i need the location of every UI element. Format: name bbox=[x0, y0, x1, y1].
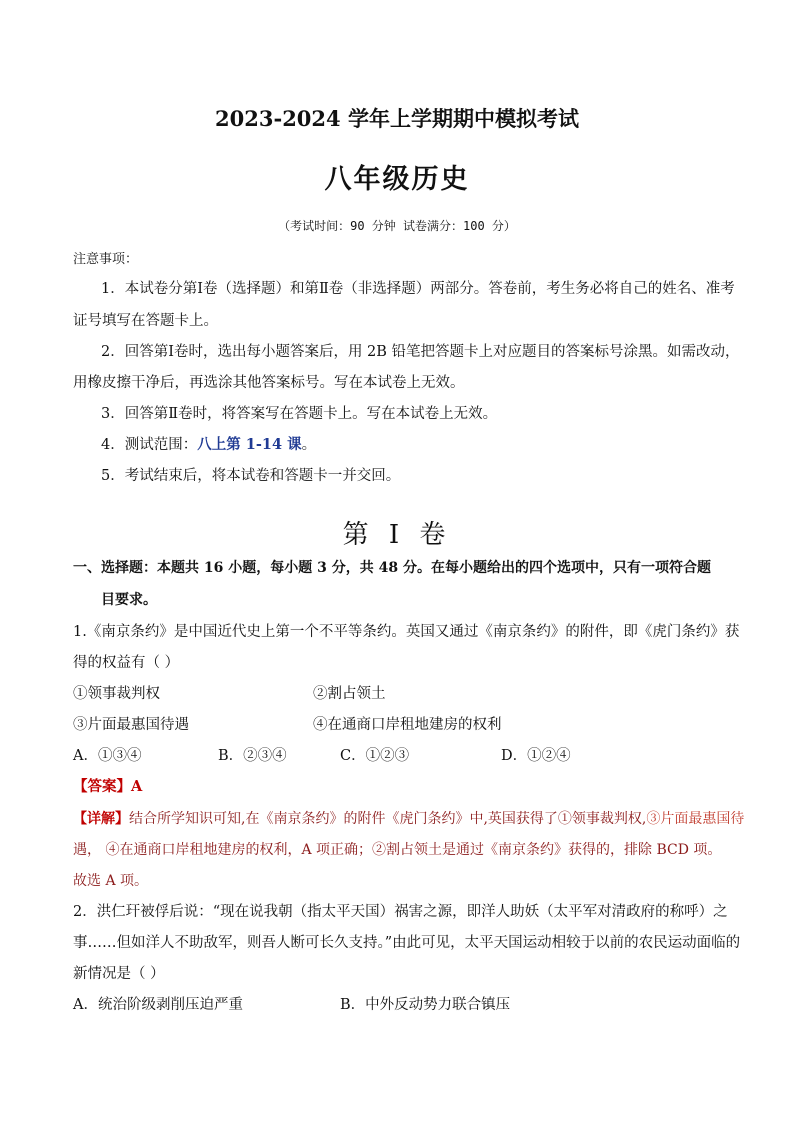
q1-detail-tag: 【详解】 bbox=[73, 811, 129, 827]
q1-stem: 1.《南京条约》是中国近代史上第一个不平等条约。英国又通过《南京条约》的附件，即《虎门条约》获 bbox=[73, 624, 740, 640]
q1-detail bbox=[73, 809, 744, 829]
notice-heading: 注意事项： bbox=[73, 252, 139, 267]
notice-item-2-cont: 用橡皮擦干净后，再选涂其他答案标号。写在本试卷上无效。 bbox=[73, 375, 465, 391]
notice-item-2: 2．回答第Ⅰ卷时，选出每小题答案后，用 2B 铅笔把答题卡上对应题目的答案标号涂黑。如需改动， bbox=[101, 344, 740, 360]
q1-choice-a: A．①③④ bbox=[73, 748, 142, 764]
q2-stem: 2．洪仁玕被俘后说：“现在说我朝（指太平天国）祸害之源，即洋人助妖（太平军对清政府的称呼）之 bbox=[73, 904, 728, 920]
test-range: 八上第 1-14 课 bbox=[197, 436, 302, 453]
notice-item-5: 5．考试结束后，将本试卷和答题卡一并交回。 bbox=[101, 468, 401, 484]
section-title: 第 I 卷 bbox=[342, 520, 452, 550]
q1-option-2: ②割占领土 bbox=[313, 686, 386, 702]
notice-item-3: 3．回答第Ⅱ卷时，将答案写在答题卡上。写在本试卷上无效。 bbox=[101, 406, 498, 422]
q1-detail-highlight: ③片面最惠国待 bbox=[646, 811, 745, 827]
q1-detail-cont: 遇， ④在通商口岸租地建房的权利，A 项正确；②割占领土是通过《南京条约》获得的，排除 BCD 项。 bbox=[73, 842, 722, 858]
q1-stem-cont: 得的权益有（ ） bbox=[73, 655, 180, 671]
notice-item-1-cont: 证号填写在答题卡上。 bbox=[73, 313, 218, 329]
q1-choice-c: C．①②③ bbox=[340, 748, 410, 764]
q1-detail-text: 结合所学知识可知,在《南京条约》的附件《虎门条约》中,英国获得了①领事裁判权, bbox=[129, 811, 647, 827]
q1-answer: 【答案】A bbox=[73, 778, 143, 795]
q2-choice-a: A．统治阶级剥削压迫严重 bbox=[73, 997, 243, 1013]
notice-item-4-prefix: 4．测试范围： bbox=[101, 437, 198, 453]
q2-stem-end: 新情况是（ ） bbox=[73, 966, 165, 982]
q1-option-3: ③片面最惠国待遇 bbox=[73, 717, 189, 733]
q2-choice-b: B．中外反动势力联合镇压 bbox=[340, 997, 511, 1013]
section-instruction-cont: 目要求。 bbox=[101, 592, 157, 608]
exam-info: （考试时间：90 分钟 试卷满分：100 分） bbox=[278, 219, 516, 233]
q1-detail-end: 故选 A 项。 bbox=[73, 873, 149, 889]
q1-choice-d: D．①②④ bbox=[501, 748, 571, 764]
subject-title: 八年级历史 bbox=[324, 164, 470, 195]
q1-option-1: ①领事裁判权 bbox=[73, 686, 160, 702]
notice-item-4-suffix: 。 bbox=[301, 437, 317, 453]
notice-item-1: 1．本试卷分第Ⅰ卷（选择题）和第Ⅱ卷（非选择题）两部分。答卷前，考生务必将自己的姓名、准考 bbox=[101, 281, 735, 297]
q1-option-4: ④在通商口岸租地建房的权利 bbox=[313, 717, 502, 733]
q1-choice-b: B．②③④ bbox=[218, 748, 287, 764]
exam-title: 2023-2024 学年上学期期中模拟考试 bbox=[215, 106, 579, 131]
section-instruction: 一、选择题：本题共 16 小题，每小题 3 分，共 48 分。在每小题给出的四个选项中，只有一项符合题 bbox=[73, 560, 711, 576]
q2-stem-cont: 事……但如洋人不助敌军，则吾人断可长久支持。”由此可见，太平天国运动相较于以前的农民运动面临的 bbox=[73, 935, 741, 951]
notice-item-4 bbox=[101, 435, 316, 455]
